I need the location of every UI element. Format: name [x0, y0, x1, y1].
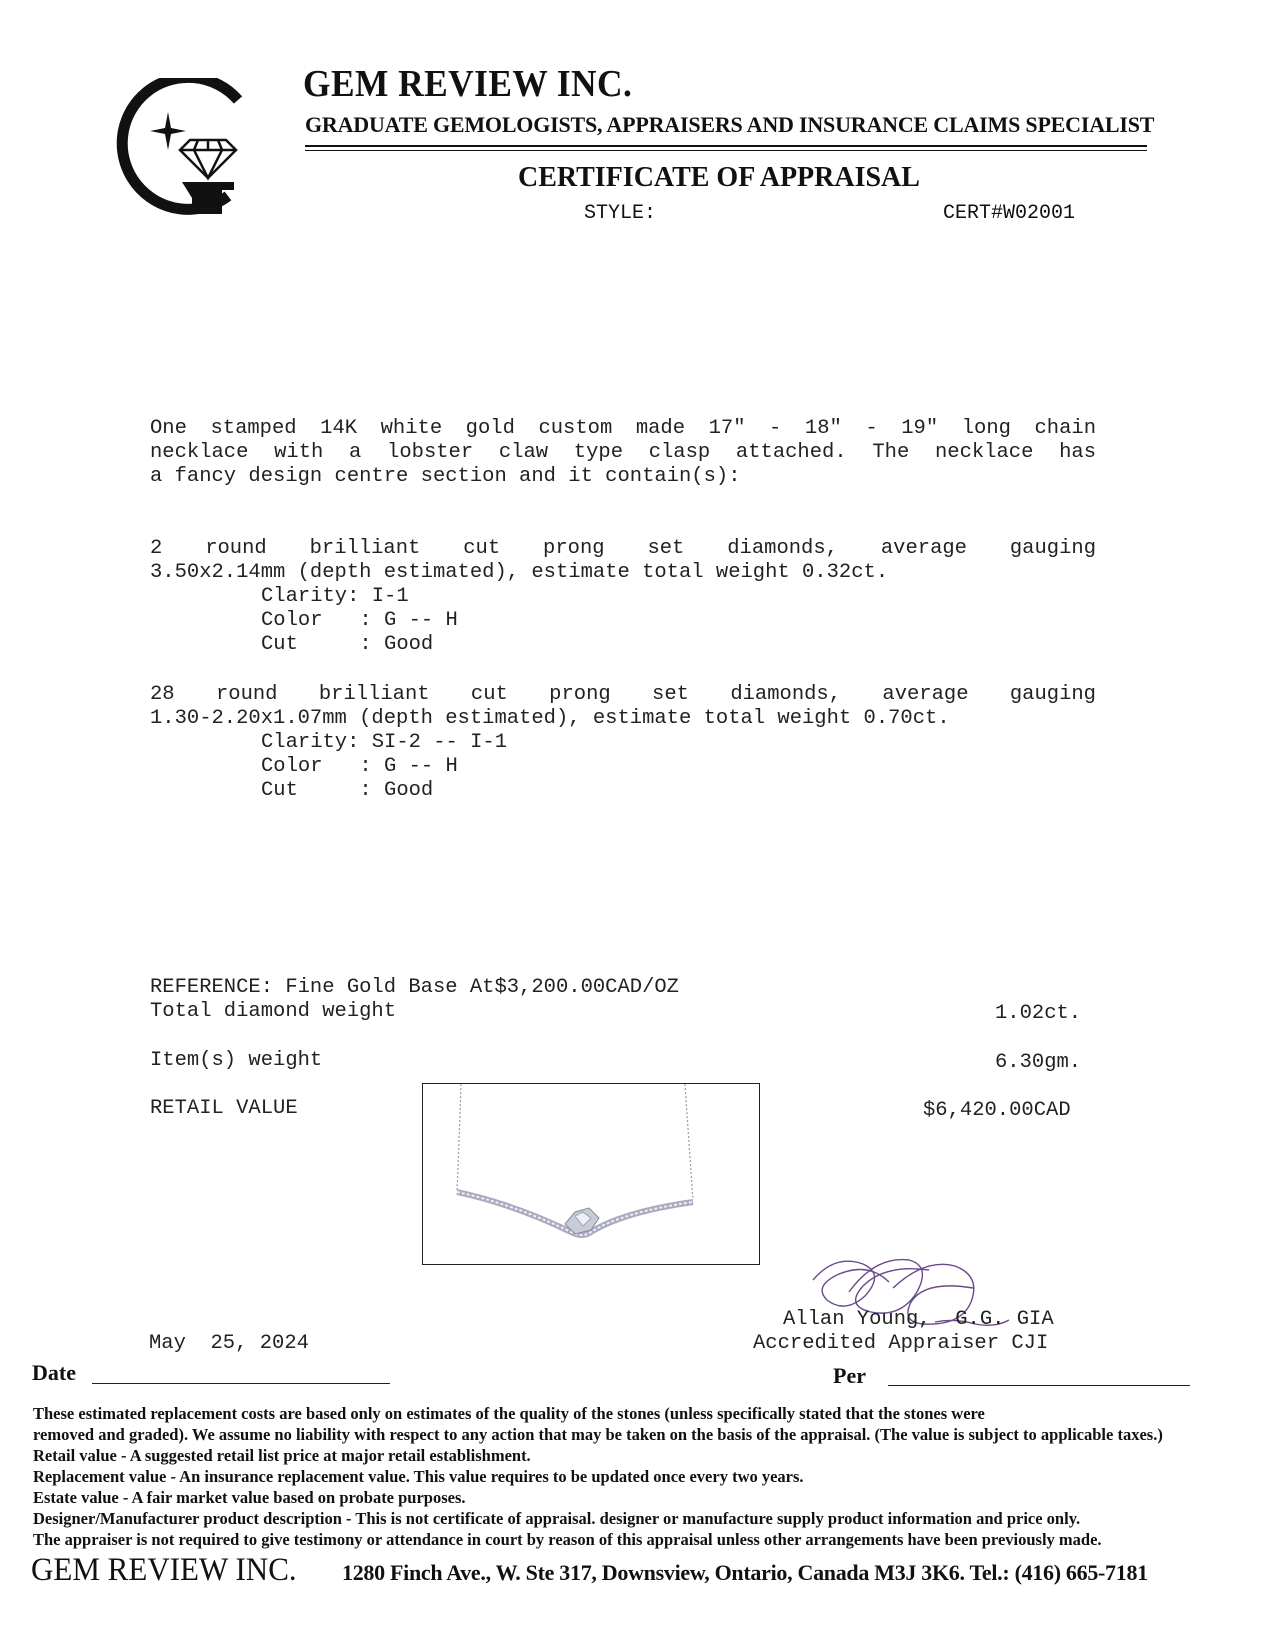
date-line: [92, 1383, 390, 1384]
stone-cut: Cut : Good: [261, 633, 434, 656]
stone-group-line: 28 round brilliant cut prong set diamonds, average gauging: [150, 683, 1096, 706]
certificate-title: CERTIFICATE OF APPRAISAL: [518, 162, 920, 193]
stone-group-line: 1.30-2.20x1.07mm (depth estimated), estimate total weight 0.70ct.: [150, 707, 950, 730]
stone-cut: Cut : Good: [261, 779, 434, 802]
retail-value-label: RETAIL VALUE: [150, 1097, 298, 1120]
footer-company-name: GEM REVIEW INC.: [31, 1552, 297, 1588]
per-line: [888, 1385, 1190, 1386]
description-line: a fancy design centre section and it contain(s):: [150, 465, 741, 488]
disclaimer-line: Designer/Manufacturer product description - This is not certificate of appraisal. designer or manufacture supply product information and price only.: [33, 1509, 1081, 1528]
description-line: necklace with a lobster claw type clasp attached. The necklace has: [150, 441, 1096, 464]
retail-value-amount: $6,420.00CAD: [923, 1099, 1071, 1122]
stone-color: Color : G -- H: [261, 609, 458, 632]
per-label: Per: [833, 1363, 866, 1388]
stone-clarity: Clarity: I-1: [261, 585, 409, 608]
header-divider: [305, 145, 1147, 147]
disclaimer-line: Estate value - A fair market value based on probate purposes.: [33, 1488, 466, 1507]
necklace-image: [423, 1084, 759, 1264]
disclaimer-line: Replacement value - An insurance replacement value. This value requires to be updated once every two years.: [33, 1467, 804, 1486]
footer-address: 1280 Finch Ave., W. Ste 317, Downsview, Ontario, Canada M3J 3K6. Tel.: (416) 665-7181: [342, 1560, 1148, 1585]
stone-color: Color : G -- H: [261, 755, 458, 778]
style-label: STYLE:: [584, 202, 657, 225]
appraiser-title: Accredited Appraiser CJI: [753, 1332, 1049, 1355]
total-diamond-weight-value: 1.02ct.: [995, 1002, 1082, 1025]
appraiser-name: Allan Young, G.G. GIA: [783, 1308, 1054, 1331]
header-divider: [305, 150, 1147, 151]
item-weight-value: 6.30gm.: [995, 1051, 1082, 1074]
disclaimer-line: These estimated replacement costs are based only on estimates of the quality of the stones (unless specifically stated that the stones were: [33, 1404, 985, 1423]
company-tagline: GRADUATE GEMOLOGISTS, APPRAISERS AND INSURANCE CLAIMS SPECIALIST: [305, 112, 1155, 137]
gold-reference: REFERENCE: Fine Gold Base At$3,200.00CAD/OZ: [150, 976, 679, 999]
description-line: One stamped 14K white gold custom made 17" - 18" - 19" long chain: [150, 417, 1096, 440]
appraisal-date: May 25, 2024: [149, 1332, 309, 1355]
certificate-number: CERT#W02001: [943, 202, 1076, 225]
company-logo: [110, 78, 250, 218]
stone-group-line: 3.50x2.14mm (depth estimated), estimate total weight 0.32ct.: [150, 561, 889, 584]
disclaimer-line: Retail value - A suggested retail list price at major retail establishment.: [33, 1446, 531, 1465]
stone-group-line: 2 round brilliant cut prong set diamonds, average gauging: [150, 537, 1096, 560]
stone-clarity: Clarity: SI-2 -- I-1: [261, 731, 508, 754]
item-weight-label: Item(s) weight: [150, 1049, 323, 1072]
disclaimer-line: The appraiser is not required to give testimony or attendance in court by reason of this appraisal unless other arrangements have been previously made.: [33, 1530, 1102, 1549]
total-diamond-weight-label: Total diamond weight: [150, 1000, 397, 1023]
date-label: Date: [32, 1360, 76, 1385]
disclaimer-line: removed and graded). We assume no liability with respect to any action that may be taken on the basis of the appraisal. (The value is subject to applicable taxes.): [33, 1425, 1163, 1444]
product-photo: [422, 1083, 760, 1265]
company-name: GEM REVIEW INC.: [303, 63, 633, 105]
